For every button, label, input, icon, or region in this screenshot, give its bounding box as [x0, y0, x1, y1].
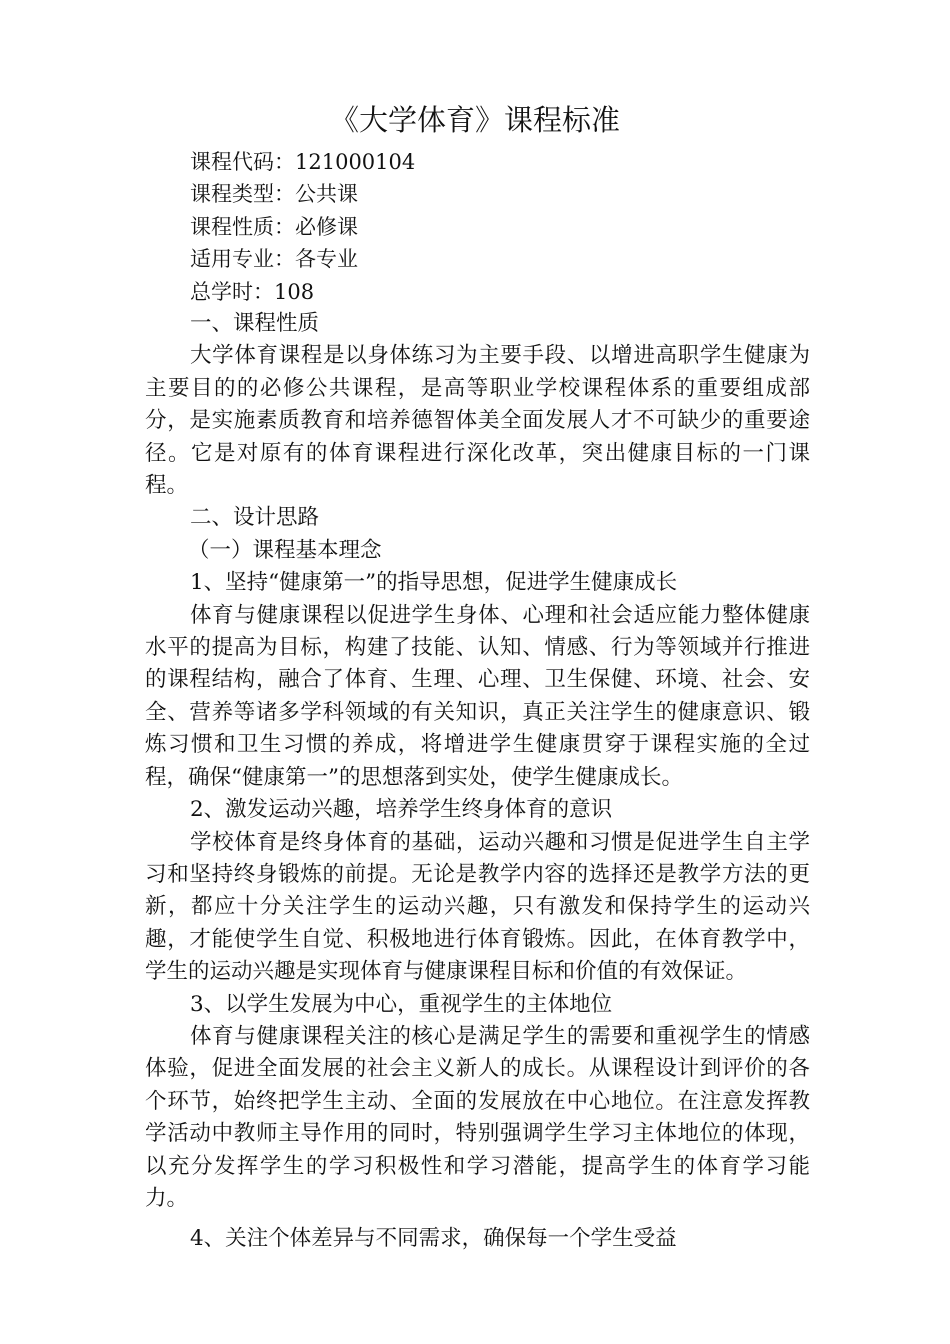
applicable-major: 适用专业：各专业	[190, 247, 358, 272]
course-meta	[190, 146, 415, 308]
course-code: 课程代码：121000104	[190, 150, 416, 174]
paragraph-course-nature: 大学体育课程是以身体练习为主要手段、以增进高职学生健康为主要目的的必修公共课程，是高等职业学校课程体系的重要组成部分，是实施素质教育和培养德智体美全面发展人才不可缺少的重要途径。它是对原有的体育课程进行深化改革，突出健康目标的一门课程。	[145, 343, 810, 499]
subsection-heading-concept: （一）课程基本理念	[188, 537, 382, 563]
section-heading-design: 二、设计思路	[190, 505, 320, 531]
paragraph-point-1: 体育与健康课程以促进学生身体、心理和社会适应能力整体健康水平的提高为目标，构建了技能、认知、情感、行为等领域并行推进的课程结构，融合了体育、生理、心理、卫生保健、环境、社会、安全、营养等诸多学科领域的有关知识，真正关注学生的健康意识、锻炼习惯和卫生习惯的养成，将增进学生健康贯穿于课程实施的全过程，确保“健康第一”的思想落到实处，使学生健康成长。	[145, 602, 810, 790]
point-heading-4: 4、关注个体差异与不同需求，确保每一个学生受益	[190, 1226, 677, 1252]
section-heading-course-nature: 一、课程性质	[190, 311, 320, 336]
point-heading-3: 3、以学生发展为中心，重视学生的主体地位	[190, 991, 613, 1017]
total-hours: 总学时：108	[190, 279, 315, 304]
document-title: 《大学体育》课程标准	[329, 103, 620, 137]
paragraph-point-3: 体育与健康课程关注的核心是满足学生的需要和重视学生的情感体验，促进全面发展的社会主义新人的成长。从课程设计到评价的各个环节，始终把学生主动、全面的发展放在中心地位。在注意发挥教学活动中教师主导作用的同时，特别强调学生学习主体地位的体现，以充分发挥学生的学习积极性和学习潜能，提高学生的体育学习能力。	[145, 1023, 810, 1211]
document-body	[145, 308, 810, 1256]
course-type: 课程类型：公共课	[190, 182, 358, 207]
course-nature: 课程性质：必修课	[190, 214, 358, 239]
point-heading-2: 2、激发运动兴趣，培养学生终身体育的意识	[190, 797, 613, 823]
point-heading-1: 1、坚持“健康第一”的指导思想，促进学生健康成长	[190, 570, 678, 596]
paragraph-point-2: 学校体育是终身体育的基础，运动兴趣和习惯是促进学生自主学习和坚持终身锻炼的前提。无论是教学内容的选择还是教学方法的更新，都应十分关注学生的运动兴趣，只有激发和保持学生的运动兴趣，才能使学生自觉、积极地进行体育锻炼。因此，在体育教学中，学生的运动兴趣是实现体育与健康课程目标和价值的有效保证。	[145, 829, 810, 985]
